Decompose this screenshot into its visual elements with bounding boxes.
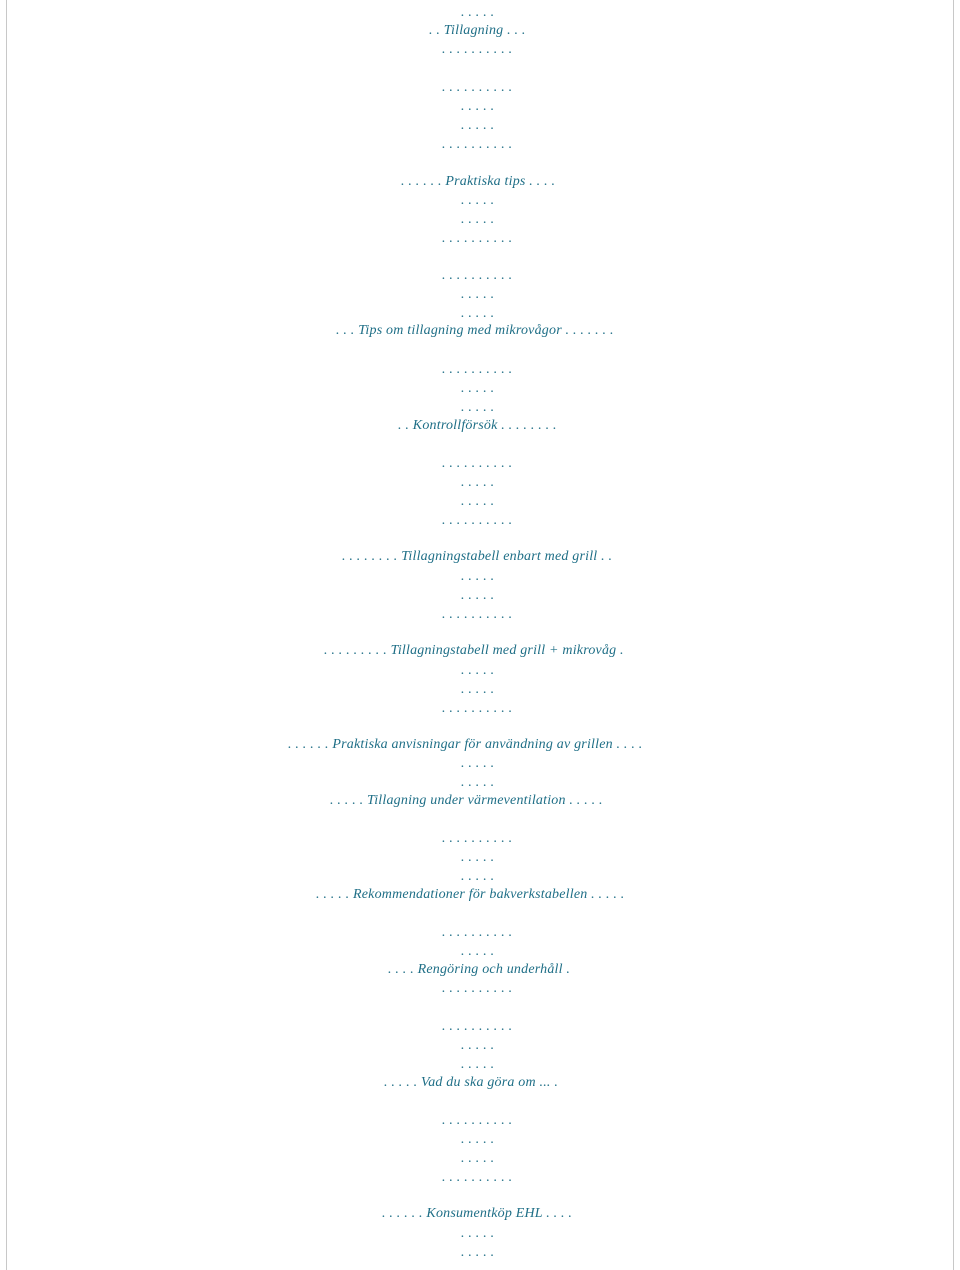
toc-entry-tillagningstabell-med-grill-mikrovag[interactable]: . . . . . . . . . Tillagningstabell med grill + mikrovåg . xyxy=(324,643,624,658)
toc-leader-dots: . . . . . . . . . . xyxy=(442,1019,513,1034)
toc-leader-dots: . . . . . xyxy=(461,5,495,20)
toc-leader-dots: . . . . . xyxy=(461,663,495,678)
toc-leader-dots: . . . . . xyxy=(461,1245,495,1260)
toc-leader-dots: . . . . . xyxy=(461,1132,495,1147)
toc-leader-dots: . . . . . xyxy=(461,1151,495,1166)
toc-entry-vad-du-ska-gora-om[interactable]: . . . . . Vad du ska göra om ... . xyxy=(384,1075,559,1090)
toc-leader-dots: . . . . . xyxy=(461,400,495,415)
toc-leader-dots: . . . . . . . . . . xyxy=(442,1113,513,1128)
toc-leader-dots: . . . . . . . . . . xyxy=(442,456,513,471)
toc-leader-dots: . . . . . xyxy=(461,682,495,697)
toc-leader-dots: . . . . . xyxy=(461,475,495,490)
toc-leader-dots: . . . . . xyxy=(461,494,495,509)
toc-leader-dots: . . . . . xyxy=(461,1226,495,1241)
toc-entry-tillagning[interactable]: . . Tillagning . . . xyxy=(429,23,526,38)
toc-leader-dots: . . . . . xyxy=(461,850,495,865)
toc-leader-dots: . . . . . xyxy=(461,287,495,302)
toc-leader-dots: . . . . . xyxy=(461,869,495,884)
toc-leader-dots: . . . . . xyxy=(461,775,495,790)
toc-leader-dots: . . . . . . . . . . xyxy=(442,268,513,283)
toc-entry-praktiska-tips[interactable]: . . . . . . Praktiska tips . . . . xyxy=(401,174,556,189)
toc-leader-dots: . . . . . . . . . . xyxy=(442,362,513,377)
toc-entry-kontrollforsok[interactable]: . . Kontrollförsök . . . . . . . . xyxy=(398,418,557,433)
toc-entry-tillagning-under-varmeventilation[interactable]: . . . . . Tillagning under värmeventilation . . . . . xyxy=(330,793,603,808)
toc-leader-dots: . . . . . . . . . . xyxy=(442,1170,513,1185)
toc-leader-dots: . . . . . . . . . . xyxy=(442,80,513,95)
toc-leader-dots: . . . . . xyxy=(461,118,495,133)
toc-leader-dots: . . . . . xyxy=(461,944,495,959)
toc-leader-dots: . . . . . . . . . . xyxy=(442,607,513,622)
toc-entry-konsumentkop-ehl[interactable]: . . . . . . Konsumentköp EHL . . . . xyxy=(382,1206,573,1221)
toc-leader-dots: . . . . . xyxy=(461,99,495,114)
toc-entry-tillagningstabell-enbart-med-grill[interactable]: . . . . . . . . Tillagningstabell enbart med grill . . xyxy=(342,549,613,564)
toc-entry-rengoring-och-underhall[interactable]: . . . . Rengöring och underhåll . xyxy=(388,962,571,977)
toc-leader-dots: . . . . . xyxy=(461,1057,495,1072)
toc-leader-dots: . . . . . . . . . . xyxy=(442,42,513,57)
toc-leader-dots: . . . . . xyxy=(461,569,495,584)
toc-leader-dots: . . . . . xyxy=(461,756,495,771)
toc-leader-dots: . . . . . . . . . . xyxy=(442,231,513,246)
toc-leader-dots: . . . . . xyxy=(461,588,495,603)
toc-entry-praktiska-anvisningar-grillen[interactable]: . . . . . . Praktiska anvisningar för användning av grillen . . . . xyxy=(288,737,643,752)
toc-entry-tips-om-tillagning-med-mikrovagor[interactable]: . . . Tips om tillagning med mikrovågor . . . . . . . xyxy=(336,323,614,338)
toc-leader-dots: . . . . . xyxy=(461,212,495,227)
toc-leader-dots: . . . . . . . . . . xyxy=(442,137,513,152)
toc-leader-dots: . . . . . . . . . . xyxy=(442,513,513,528)
toc-leader-dots: . . . . . . . . . . xyxy=(442,831,513,846)
toc-leader-dots: . . . . . . . . . . xyxy=(442,701,513,716)
toc-leader-dots: . . . . . xyxy=(461,193,495,208)
toc-leader-dots: . . . . . xyxy=(461,306,495,321)
toc-leader-dots: . . . . . . . . . . xyxy=(442,981,513,996)
toc-leader-dots: . . . . . . . . . . xyxy=(442,925,513,940)
toc-leader-dots: . . . . . xyxy=(461,1038,495,1053)
toc-entry-rekommendationer-bakverkstabellen[interactable]: . . . . . Rekommendationer för bakverkstabellen . . . . . xyxy=(316,887,625,902)
toc-leader-dots: . . . . . xyxy=(461,381,495,396)
